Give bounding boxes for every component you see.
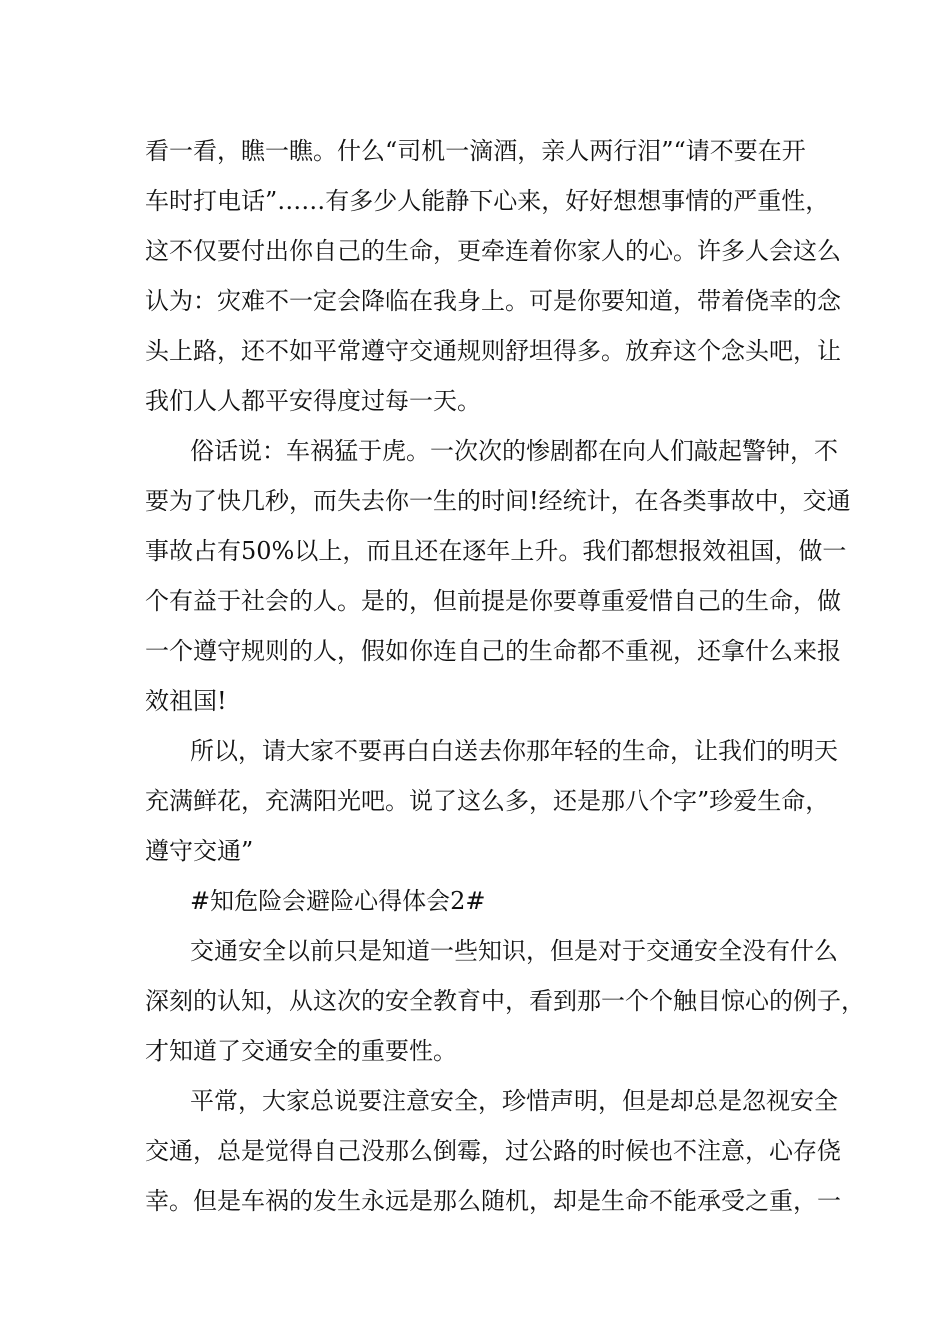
paragraph-4: [145, 926, 865, 1076]
text-line: 交通，总是觉得自己没那么倒霉，过公路的时候也不注意，心存侥: [145, 1137, 841, 1165]
text-line: 车时打电话”……有多少人能静下心来，好好想想事情的严重性，: [145, 187, 830, 215]
text-line: 充满鲜花，充满阳光吧。说了这么多，还是那八个字”珍爱生命，: [145, 787, 830, 815]
text-line: 俗话说：车祸猛于虎。一次次的惨剧都在向人们敲起警钟，不: [190, 437, 838, 465]
paragraph-5: [145, 1076, 841, 1226]
text-line: 看一看，瞧一瞧。什么“司机一滴酒，亲人两行泪”“请不要在开: [145, 137, 806, 165]
paragraph-2: [145, 426, 851, 726]
section-heading: [145, 876, 825, 926]
paragraph-1: [145, 126, 841, 426]
text-line: 要为了快几秒，而失去你一生的时间!经统计，在各类事故中，交通: [145, 487, 851, 515]
text-line: 效祖国!: [145, 687, 227, 715]
text-line: 这不仅要付出你自己的生命，更牵连着你家人的心。许多人会这么: [145, 237, 841, 265]
text-line: 平常，大家总说要注意安全，珍惜声明，但是却总是忽视安全: [190, 1087, 838, 1115]
document-body: [145, 126, 865, 1226]
text-line: 个有益于社会的人。是的，但前提是你要尊重爱惜自己的生命，做: [145, 587, 841, 615]
paragraph-3: [145, 726, 838, 876]
text-line: 深刻的认知，从这次的安全教育中，看到那一个个触目惊心的例子，: [145, 987, 865, 1015]
text-line: 遵守交通”: [145, 837, 254, 865]
text-line: 认为：灾难不一定会降临在我身上。可是你要知道，带着侥幸的念: [145, 287, 841, 315]
text-line: 头上路，还不如平常遵守交通规则舒坦得多。放弃这个念头吧，让: [145, 337, 841, 365]
text-line: 一个遵守规则的人，假如你连自己的生命都不重视，还拿什么来报: [145, 637, 841, 665]
text-line: 所以，请大家不要再白白送去你那年轻的生命，让我们的明天: [190, 737, 838, 765]
text-line: 才知道了交通安全的重要性。: [145, 1037, 457, 1065]
text-line: 我们人人都平安得度过每一天。: [145, 387, 481, 415]
heading-line: #知危险会避险心得体会2#: [190, 887, 486, 915]
text-line: 幸。但是车祸的发生永远是那么随机，却是生命不能承受之重，一: [145, 1187, 841, 1215]
text-line: 事故占有50%以上，而且还在逐年上升。我们都想报效祖国，做一: [145, 537, 847, 565]
text-line: 交通安全以前只是知道一些知识，但是对于交通安全没有什么: [190, 937, 838, 965]
